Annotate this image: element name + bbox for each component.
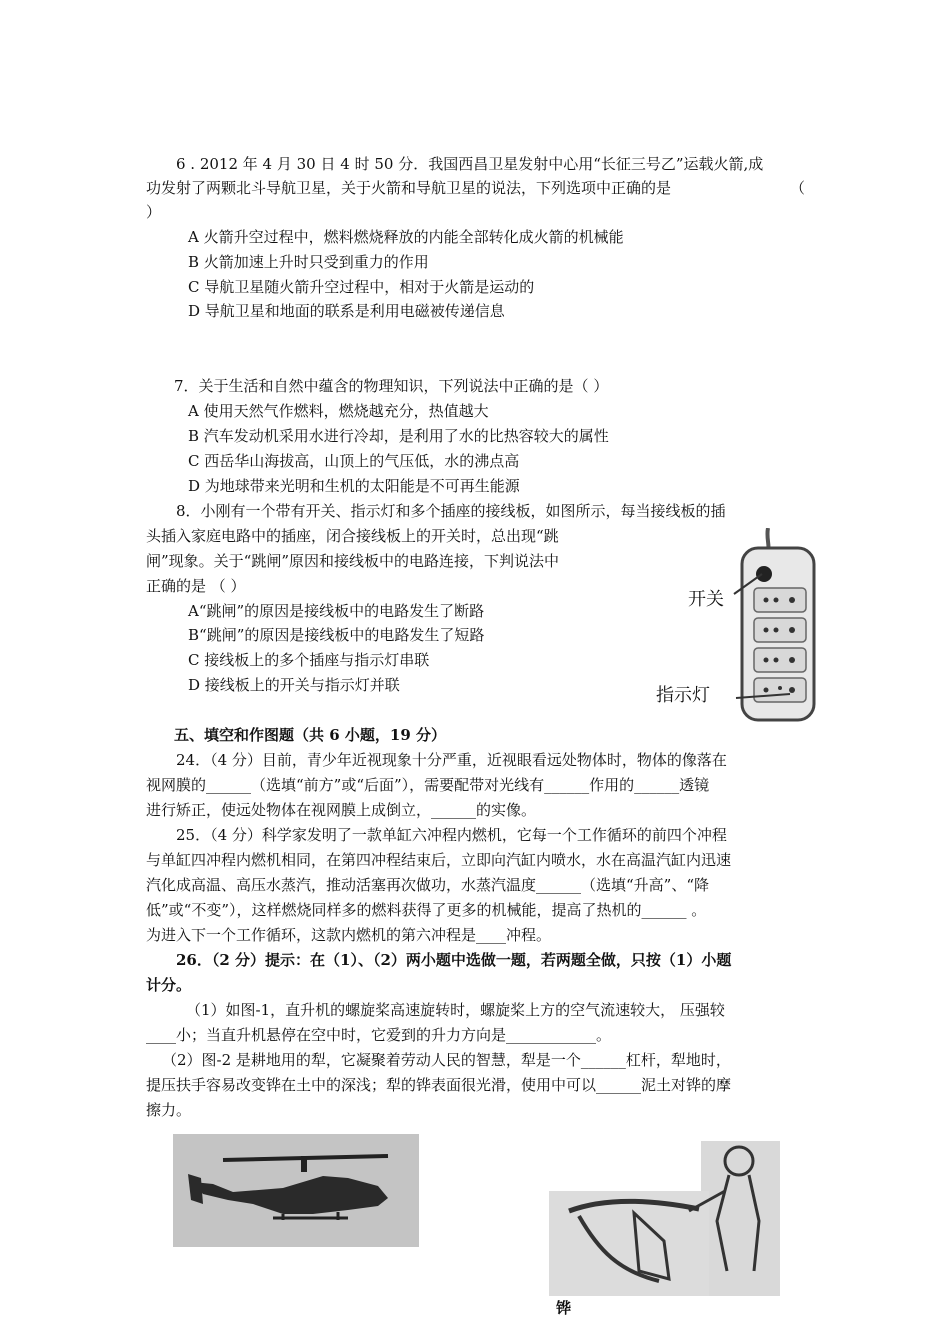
q7-option-b: B 汽车发动机采用水进行冷却，是利用了水的比热容较大的属性: [188, 427, 609, 445]
q7-option-d: D 为地球带来光明和生机的太阳能是不可再生能源: [188, 477, 520, 495]
q8-option-c: C 接线板上的多个插座与指示灯串联: [188, 651, 430, 669]
q25-line5: 为进入下一个工作循环，这款内燃机的第六冲程是____冲程。: [146, 926, 552, 944]
q25-line4: 低”或“不变”），这样燃烧同样多的燃料获得了更多的机械能，提高了热机的______ 。: [146, 901, 707, 919]
q6-paren-open: （: [790, 179, 806, 197]
indicator-label: 指示灯: [656, 685, 710, 706]
q8-stem-line4: 正确的是 （ ）: [146, 577, 246, 595]
section-5-title: 五、填空和作图题（共 6 小题，19 分）: [174, 726, 446, 744]
q24-line1: 24．（4 分）目前，青少年近视现象十分严重，近视眼看远处物体时，物体的像落在: [176, 751, 727, 769]
q6-option-c: C 导航卫星随火箭升空过程中，相对于火箭是运动的: [188, 278, 535, 296]
plough-blade-label: 铧: [556, 1299, 572, 1317]
q6-stem-line2: 功发射了两颗北斗导航卫星，关于火箭和导航卫星的说法，下列选项中正确的是: [146, 179, 672, 197]
q24-line3: 进行矫正，使远处物体在视网膜上成倒立，______的实像。: [146, 801, 537, 819]
q8-option-b: B“跳闸”的原因是接线板中的电路发生了短路: [188, 626, 485, 644]
q26-part1-line2: ____小；当直升机悬停在空中时，它爱到的升力方向是____________。: [146, 1026, 612, 1044]
q6-option-a: A 火箭升空过程中，燃料燃烧释放的内能全部转化成火箭的机械能: [188, 228, 624, 246]
q8-stem-line2: 头插入家庭电路中的插座，闭合接线板上的开关时，总出现“跳: [146, 527, 559, 545]
q8-stem-line3: 闸”现象。关于“跳闸”原因和接线板中的电路连接，下判说法中: [146, 552, 560, 570]
plough-illustration: [549, 1141, 780, 1296]
q25-line3: 汽化成高温、高压水蒸汽，推动活塞再次做功，水蒸汽温度______（选填“升高”、“降: [146, 876, 710, 894]
q25-line1: 25．（4 分）科学家发明了一款单缸六冲程内燃机，它每一个工作循环的前四个冲程: [176, 826, 727, 844]
q7-option-c: C 西岳华山海拔高，山顶上的气压低，水的沸点高: [188, 452, 520, 470]
q7-option-a: A 使用天然气作燃料，燃烧越充分，热值越大: [188, 402, 489, 420]
q8-stem-line1: 8．小刚有一个带有开关、指示灯和多个插座的接线板，如图所示，每当接线板的插: [176, 502, 726, 520]
q26-line2: 计分。: [146, 976, 192, 994]
q26-part2-line1: （2）图-2 是耕地用的犁，它凝聚着劳动人民的智慧，犁是一个______杠杆，犁地时，: [162, 1051, 731, 1069]
q6-option-d: D 导航卫星和地面的联系是利用电磁被传递信息: [188, 302, 505, 320]
q26-part2-line2: 提压扶手容易改变铧在土中的深浅；犁的铧表面很光滑，使用中可以______泥土对铧的摩: [146, 1076, 732, 1094]
q24-line2: 视网膜的______（选填“前方”或“后面”），需要配带对光线有______作用的______透镜: [146, 776, 710, 794]
q6-option-b: B 火箭加速上升时只受到重力的作用: [188, 253, 429, 271]
helicopter-illustration: [173, 1134, 419, 1247]
q8-option-a: A“跳闸”的原因是接线板中的电路发生了断路: [188, 602, 485, 620]
q26-part1-line1: （1）如图-1，直升机的螺旋桨高速旋转时，螺旋桨上方的空气流速较大， 压强较: [186, 1001, 725, 1019]
q26-part2-line3: 擦力。: [146, 1101, 192, 1119]
q25-line2: 与单缸四冲程内燃机相同，在第四冲程结束后，立即向汽缸内喷水，水在高温汽缸内迅速: [146, 851, 732, 869]
helicopter-figure: [173, 1134, 419, 1247]
q6-paren-close: ）: [146, 203, 162, 221]
q8-option-d: D 接线板上的开关与指示灯并联: [188, 676, 400, 694]
q6-stem-line1: 6 . 2012 年 4 月 30 日 4 时 50 分．我国西昌卫星发射中心用“长征三号乙”运载火箭,成: [176, 155, 764, 173]
q7-stem: 7．关于生活和自然中蕴含的物理知识，下列说法中正确的是（ ）: [174, 377, 609, 395]
plough-figure: [549, 1141, 780, 1296]
q26-line1: 26．（2 分）提示：在（1）、（2）两小题中选做一题，若两题全做，只按（1）小题: [176, 951, 732, 969]
switch-label: 开关: [688, 589, 724, 610]
power-strip-figure: [650, 528, 820, 724]
